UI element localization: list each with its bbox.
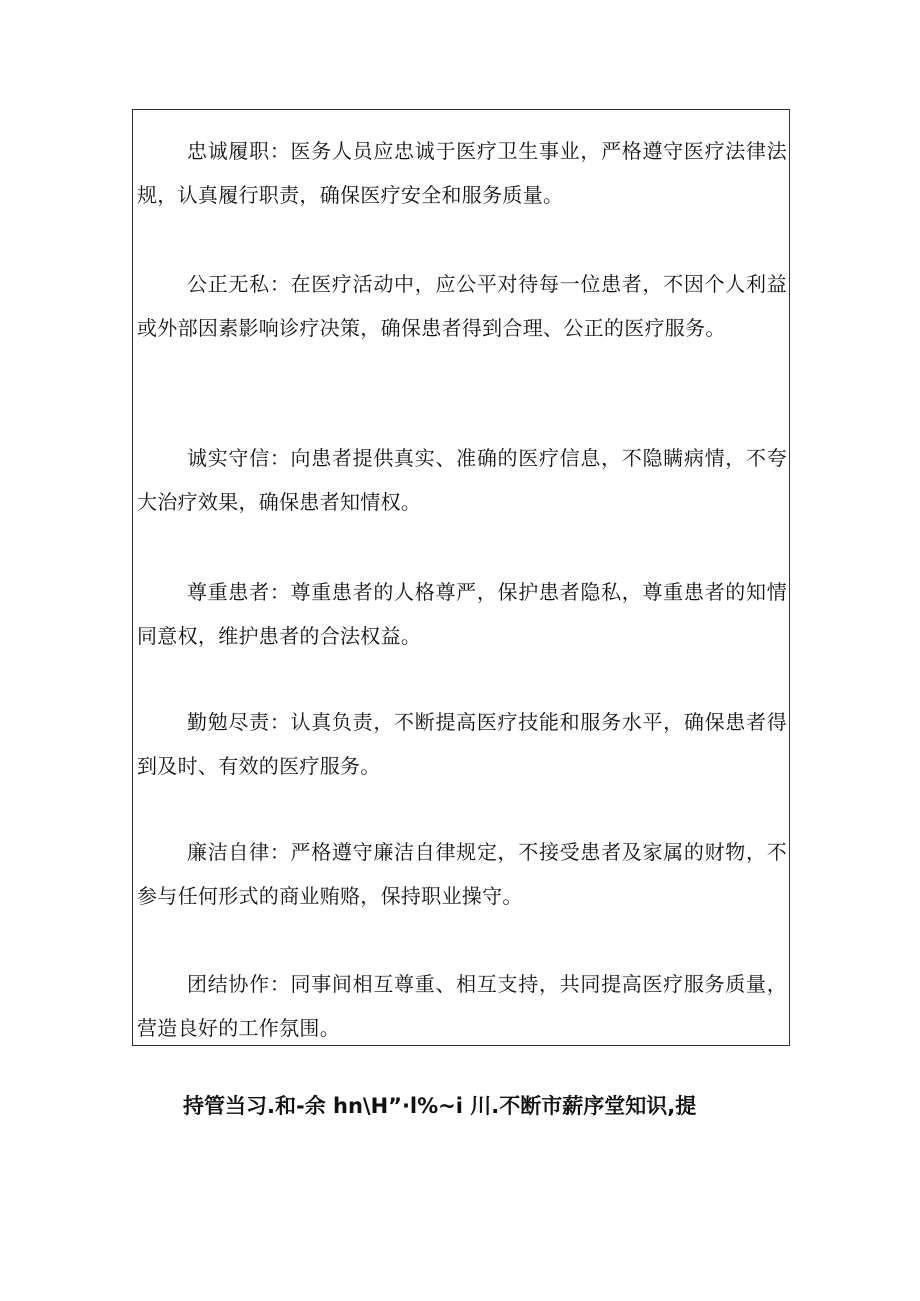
paragraph-loyalty: 忠诚履职：医务人员应忠诚于医疗卫生事业，严格遵守医疗法律法规，认真履行职责，确保医疗安全和服务质量。	[137, 139, 787, 207]
paragraph-impartiality: 公正无私：在医疗活动中，应公平对待每一位患者，不因个人利益或外部因素影响诊疗决策，确保患者得到合理、公正的医疗服务。	[137, 272, 787, 340]
paragraph-respect-patients: 尊重患者：尊重患者的人格尊严，保护患者隐私，尊重患者的知情同意权，维护患者的合法权益。	[137, 580, 787, 648]
paragraph-diligence: 勤勉尽责：认真负责，不断提高医疗技能和服务水平，确保患者得到及时、有效的医疗服务。	[137, 710, 787, 778]
paragraph-teamwork: 团结协作：同事间相互尊重、相互支持，共同提高医疗服务质量，营造良好的工作氛围。	[137, 972, 787, 1040]
paragraph-honesty: 诚实守信：向患者提供真实、准确的医疗信息，不隐瞒病情，不夸大治疗效果，确保患者知情权。	[137, 446, 787, 514]
content-box	[132, 109, 790, 1046]
paragraph-integrity: 廉洁自律：严格遵守廉洁自律规定，不接受患者及家属的财物，不参与任何形式的商业贿赂，保持职业操守。	[137, 840, 787, 908]
footer-text-line: 持管当习.和-余 hn\H”·l%~i 川.不断市薪序堂知识,提	[183, 1094, 697, 1118]
